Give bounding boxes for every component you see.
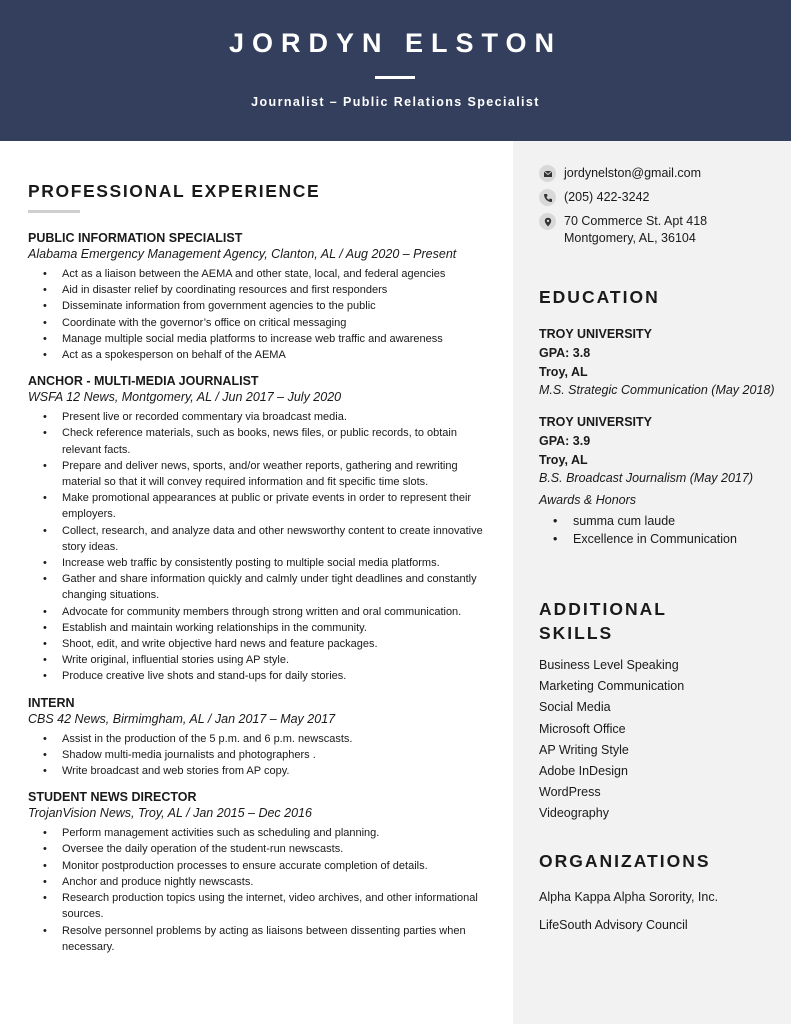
list-item: • Establish and maintain working relationships in the community. — [28, 620, 498, 636]
list-item: • Shadow multi-media journalists and photographers . — [28, 747, 498, 763]
job-title: PUBLIC INFORMATION SPECIALIST — [28, 231, 243, 245]
job-entry — [28, 695, 498, 780]
school-name: TROY UNIVERSITY — [539, 327, 652, 341]
skill-item: Marketing Communication — [539, 679, 685, 694]
list-item: • summa cum laude — [539, 512, 779, 530]
list-item: • Excellence in Communication — [539, 530, 779, 548]
candidate-name: JORDYN ELSTON — [228, 28, 563, 58]
job-organization: WSFA 12 News, Montgomery, AL / Jun 2017 – July 2020 — [28, 390, 342, 405]
job-entry — [28, 373, 498, 684]
job-bullets — [28, 409, 498, 684]
organizations-section — [539, 849, 779, 939]
job-entry — [28, 230, 498, 363]
list-item: • Make promotional appearances at public or private events in order to represent their employers. — [28, 490, 498, 522]
job-title: INTERN — [28, 695, 75, 710]
skill-item: Business Level Speaking — [539, 658, 679, 672]
degree: M.S. Strategic Communication (May 2018) — [539, 383, 775, 397]
school-location: Troy, AL — [539, 365, 588, 379]
address-line-2: Montgomery, AL, 36104 — [564, 231, 696, 245]
contact-phone — [539, 189, 779, 206]
list-item: • Act as a liaison between the AEMA and other state, local, and federal agencies — [28, 266, 498, 282]
degree: B.S. Broadcast Journalism (May 2017) — [539, 471, 753, 485]
list-item: • Aid in disaster relief by coordinating resources and first responders — [28, 282, 498, 298]
list-item: • Disseminate information from government agencies to the public — [28, 298, 498, 314]
list-item: • Write original, influential stories using AP style. — [28, 652, 498, 668]
list-item: • Check reference materials, such as books, news files, or public records, to obtain relevant facts. — [28, 425, 498, 457]
list-item: • Advocate for community members through strong written and oral communication. — [28, 604, 498, 620]
experience-heading: PROFESSIONAL EXPERIENCE — [28, 181, 321, 201]
list-item: • Coordinate with the governor’s office on critical messaging — [28, 315, 498, 331]
header-banner — [0, 0, 791, 141]
skill-item: Microsoft Office — [539, 721, 626, 736]
list-item: • Perform management activities such as scheduling and planning. — [28, 825, 498, 841]
email-icon — [539, 165, 556, 182]
list-item: • Shoot, edit, and write objective hard news and feature packages. — [28, 636, 498, 652]
list-item: • Produce creative live shots and stand-ups for daily stories. — [28, 668, 498, 684]
address-line-1: 70 Commerce St. Apt 418 — [564, 214, 708, 228]
job-title: ANCHOR - MULTI-MEDIA JOURNALIST — [28, 374, 259, 389]
education-entry — [539, 325, 779, 399]
awards-list — [539, 512, 779, 548]
address-text — [564, 213, 707, 247]
contact-address — [539, 213, 779, 247]
list-item: • Resolve personnel problems by acting as liaisons between dissenting parties when necessary. — [28, 923, 498, 955]
education-heading: EDUCATION — [539, 287, 660, 307]
education-section — [539, 285, 779, 548]
list-item: • Present live or recorded commentary via broadcast media. — [28, 409, 498, 425]
job-bullets — [28, 731, 498, 780]
phone-text[interactable]: (205) 422-3242 — [564, 190, 650, 204]
skill-item: Videography — [539, 806, 609, 821]
organization-item: Alpha Kappa Alpha Sorority, Inc. — [539, 890, 719, 904]
experience-section — [28, 181, 498, 955]
list-item: • Gather and share information quickly and calmly under tight deadlines and constantly changing situations. — [28, 571, 498, 603]
skill-item: Adobe InDesign — [539, 764, 628, 779]
list-item: • Manage multiple social media platforms to increase web traffic and awareness — [28, 331, 498, 347]
list-item: • Research production topics using the internet, video archives, and other informational sources. — [28, 890, 498, 922]
header-divider — [375, 76, 415, 79]
phone-icon — [539, 189, 556, 206]
organizations-heading: ORGANIZATIONS — [539, 851, 711, 871]
job-organization: TrojanVision News, Troy, AL / Jan 2015 – Dec 2016 — [28, 806, 312, 821]
location-pin-icon — [539, 213, 556, 230]
gpa: GPA: 3.8 — [539, 346, 591, 360]
skill-item: AP Writing Style — [539, 742, 629, 757]
list-item: • Assist in the production of the 5 p.m. and 6 p.m. newscasts. — [28, 731, 498, 747]
education-entry — [539, 413, 779, 487]
awards-label: Awards & Honors — [539, 493, 637, 507]
skill-item: WordPress — [539, 785, 601, 800]
list-item: • Monitor postproduction processes to ensure accurate completion of details. — [28, 858, 498, 874]
contact-section — [539, 165, 779, 254]
job-bullets — [28, 825, 498, 955]
organization-item: LifeSouth Advisory Council — [539, 918, 688, 932]
skills-heading-line-1: ADDITIONAL — [539, 599, 667, 619]
skills-heading-line-2: SKILLS — [539, 623, 614, 643]
email-text[interactable]: jordynelston@gmail.com — [564, 166, 702, 180]
list-item: • Oversee the daily operation of the student-run newscasts. — [28, 841, 498, 857]
job-organization: Alabama Emergency Management Agency, Clanton, AL / Aug 2020 – Present — [28, 247, 457, 261]
list-item: • Increase web traffic by consistently posting to multiple social media platforms. — [28, 555, 498, 571]
skill-item: Social Media — [539, 700, 611, 715]
job-title: STUDENT NEWS DIRECTOR — [28, 790, 197, 805]
gpa: GPA: 3.9 — [539, 434, 591, 448]
job-entry — [28, 789, 498, 955]
list-item: • Write broadcast and web stories from AP copy. — [28, 763, 498, 779]
job-subtitle: Journalist – Public Relations Specialist — [251, 95, 540, 109]
list-item: • Prepare and deliver news, sports, and/or weather reports, gathering and rewriting material so that it will convey required information and fit specific time slots. — [28, 458, 498, 490]
skills-section — [539, 597, 779, 825]
school-name: TROY UNIVERSITY — [539, 415, 652, 429]
list-item: • Act as a spokesperson on behalf of the AEMA — [28, 347, 498, 363]
list-item: • Collect, research, and analyze data and other newsworthy content to create innovative story ideas. — [28, 523, 498, 555]
job-organization: CBS 42 News, Birmimgham, AL / Jan 2017 – May 2017 — [28, 711, 336, 726]
school-location: Troy, AL — [539, 453, 588, 467]
job-bullets — [28, 266, 498, 363]
contact-email — [539, 165, 779, 182]
list-item: • Anchor and produce nightly newscasts. — [28, 874, 498, 890]
